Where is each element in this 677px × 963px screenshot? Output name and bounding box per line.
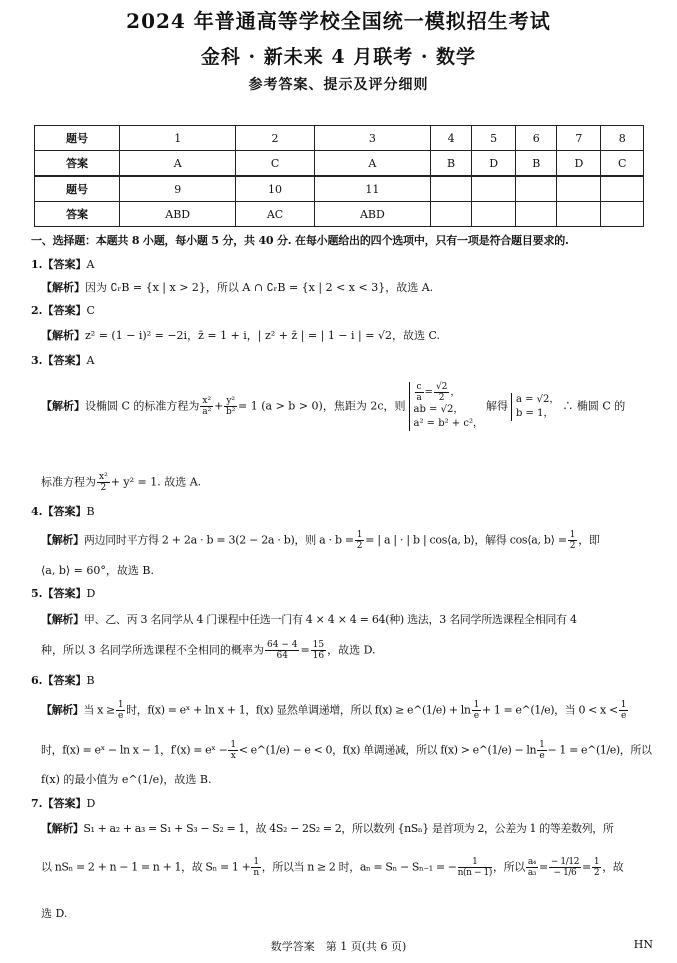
table-cell: C <box>601 151 644 177</box>
analysis-label: 【解析】 <box>41 703 84 717</box>
fraction: $\frac{- 1/12}{- 1/6}$ <box>550 857 580 878</box>
analysis-label: 【解析】 <box>41 613 84 626</box>
fraction: $\frac{1}{n(n - 1)}$ <box>457 857 492 878</box>
table-cell <box>516 176 557 202</box>
fraction: $\frac{1}{e}$ <box>473 700 479 721</box>
analysis-label: 【解析】 <box>41 329 85 342</box>
analysis-line: 【解析】当 x ≥ $\frac{1}{e}$ 时，f(x) = eˣ + ln x + 1，f(x) 显然单调递增，所以 f(x) ≥ e^(1/e) + ln $\frac{1}{e}$ + 1 = e^(1/e)，当 0 < x < $\frac{1}{e}$ <box>41 700 627 721</box>
analysis-line <box>41 280 653 296</box>
exam-subtitle: 金科 · 新未来 4 月联考 · 数学 <box>200 46 477 68</box>
answer-value: D <box>86 587 96 600</box>
row-label: 题号 <box>35 126 120 151</box>
question-number: 5. <box>31 587 43 600</box>
section-heading: 一、选择题：本题共 8 小题，每小题 5 分，共 40 分. 在每小题给出的四个选项中，只有一项是符合题目要求的. <box>31 234 569 247</box>
answer-label: 【答案】 <box>42 258 87 271</box>
table-cell: B <box>431 151 472 177</box>
analysis-line: 种，所以 3 名同学所选课程不全相同的概率为 $\frac{64 - 4}{64}$ = $\frac{15}{16}$ ，故选 D. <box>41 640 376 661</box>
question-number: 1. <box>31 258 43 271</box>
table-cell: 8 <box>601 126 644 151</box>
analysis-text: 种，所以 3 名同学所选课程不全相同的概率为 <box>41 643 264 657</box>
question-answer <box>31 673 653 689</box>
analysis-text: = 1 (a > b > 0)，焦距为 2c，则 <box>238 399 406 413</box>
region-code: HN <box>633 938 653 951</box>
answer-value: A <box>86 258 95 271</box>
equation-system: a = √2， b = 1， <box>511 393 559 421</box>
table-cell <box>516 202 557 227</box>
analysis-label: 【解析】 <box>41 822 84 835</box>
analysis-text: 两边同时平方得 2 + 2a · b = 3(2 − 2a · b)，则 a · b = <box>83 533 354 547</box>
question-answer <box>31 257 653 273</box>
row-label: 答案 <box>35 202 120 227</box>
answer-label: 【答案】 <box>42 354 87 367</box>
question-number: 4. <box>31 505 43 518</box>
answer-value: C <box>86 304 95 317</box>
table-cell: AC <box>236 202 314 227</box>
answer-value: D <box>86 797 96 810</box>
table-cell <box>431 176 472 202</box>
question-number: 6. <box>31 674 43 687</box>
table-cell <box>601 176 644 202</box>
fraction: $\frac{\text{x²}}{2}$ <box>99 472 108 493</box>
analysis-text: 因为 ∁ᵣB = {x | x > 2}，所以 A ∩ ∁ᵣB = {x | 2 < x < 3}，故选 A. <box>85 281 434 294</box>
table-cell: 5 <box>472 126 516 151</box>
table-cell: ABD <box>120 202 236 227</box>
analysis-text: f(x) 的最小值为 e^(1/e)，故选 B. <box>41 773 212 786</box>
analysis-line <box>41 472 663 493</box>
analysis-text: 甲、乙、丙 3 名同学从 4 门课程中任选一门有 4 × 4 × 4 = 64(种) 选法，3 名同学所选课程全相同有 4 <box>83 613 577 626</box>
analysis-line <box>41 612 653 628</box>
fraction: $\frac{64 - 4}{64}$ <box>267 640 298 661</box>
analysis-line: 【解析】设椭圆 C 的标准方程为 $\frac{\text{x²}}{\text{a²}}$ + $\frac{\text{y²}}{\text{b²}}$ = 1 (a > b > 0)，焦距为 2c，则 $\frac{c}{a}$ = $\frac{√2}{2}$ ， ab = √2， a² = b² + c²， 解得 a = √2， b = 1， ∴ 椭圆 C 的 <box>41 382 626 429</box>
answer-label: 【答案】 <box>42 587 87 600</box>
answer-value: A <box>86 354 95 367</box>
answer-table <box>34 125 644 227</box>
table-cell <box>601 202 644 227</box>
table-cell: 1 <box>120 126 236 151</box>
fraction: $\frac{\text{a₄}}{\text{a₃}}$ <box>527 857 536 878</box>
answer-value: B <box>86 674 95 687</box>
table-cell: 11 <box>314 176 430 202</box>
table-cell: D <box>472 151 516 177</box>
answer-label: 【答案】 <box>42 304 87 317</box>
table-cell: 9 <box>120 176 236 202</box>
fraction: $\frac{1}{e}$ <box>539 740 545 761</box>
question-answer <box>31 353 653 369</box>
table-cell: 3 <box>314 126 430 151</box>
analysis-text: ，即 <box>578 533 600 547</box>
analysis-text: 解得 <box>485 399 508 413</box>
question-answer <box>31 796 653 812</box>
analysis-line <box>41 563 663 579</box>
fraction: $\frac{\text{y²}}{\text{b²}}$ <box>225 396 236 417</box>
fraction: $\frac{1}{n}$ <box>253 857 259 878</box>
analysis-text: ∴ 椭圆 C 的 <box>562 399 626 413</box>
fraction: $\frac{c}{a}$ <box>416 382 422 403</box>
equation-system: $\frac{c}{a}$ = $\frac{√2}{2}$ ， ab = √2， a² = b² + c²， <box>409 382 483 431</box>
answer-value: B <box>86 505 95 518</box>
analysis-line: 以 nSₙ = 2 + n − 1 = n + 1，故 Sₙ = 1 + $\frac{1}{n}$ ，所以当 n ≥ 2 时，aₙ = Sₙ − Sₙ₋₁ = − $\frac{1}{n(n - 1)}$ ，所以 $\frac{\text{a₄}}{\text{a₃}}$ = $\frac{- 1/12}{- 1/6}$ = $\frac{1}{2}$ ，故 <box>41 857 624 878</box>
analysis-label: 【解析】 <box>41 533 84 547</box>
analysis-label: 【解析】 <box>41 281 85 294</box>
analysis-line <box>41 530 653 551</box>
table-cell <box>472 176 516 202</box>
table-cell: D <box>557 151 601 177</box>
answer-label: 【答案】 <box>42 797 87 810</box>
table-cell <box>472 202 516 227</box>
table-cell <box>557 176 601 202</box>
question-number: 3. <box>31 354 43 367</box>
table-cell <box>431 202 472 227</box>
exam-title: 2024 年普通高等学校全国统一模拟招生考试 <box>126 9 551 33</box>
table-row <box>35 151 644 177</box>
question-answer <box>31 504 653 520</box>
page-footer: 数学答案 第 1 页(共 6 页) <box>270 940 407 953</box>
fraction: $\frac{1}{e}$ <box>117 700 124 721</box>
analysis-line <box>41 772 663 788</box>
table-row <box>35 176 644 202</box>
table-cell: 10 <box>236 176 314 202</box>
analysis-line <box>41 328 653 344</box>
table-cell: 7 <box>557 126 601 151</box>
fraction: $\frac{1}{2}$ <box>569 530 576 551</box>
table-cell: A <box>120 151 236 177</box>
question-answer <box>31 303 653 319</box>
table-cell: 6 <box>516 126 557 151</box>
answer-label: 【答案】 <box>42 505 87 518</box>
fraction: $\frac{15}{16}$ <box>312 640 325 661</box>
row-label: 题号 <box>35 176 120 202</box>
row-label: 答案 <box>35 151 120 177</box>
table-cell: 2 <box>236 126 314 151</box>
analysis-line: 时，f(x) = eˣ − ln x − 1，f′(x) = eˣ − $\frac{1}{x}$ < e^(1/e) − e < 0，f(x) 单调递减，所以 f(x) > e^(1/e) − ln $\frac{1}{e}$ − 1 = e^(1/e)，所以 <box>41 740 652 761</box>
table-cell: A <box>314 151 430 177</box>
fraction: $\frac{1}{e}$ <box>620 700 627 721</box>
table-cell: ABD <box>314 202 430 227</box>
analysis-line <box>41 821 653 837</box>
fraction: $\frac{1}{2}$ <box>593 857 600 878</box>
analysis-text: ⟨a, b⟩ = 60°，故选 B. <box>41 564 154 577</box>
question-number: 2. <box>31 304 43 317</box>
analysis-text: 设椭圆 C 的标准方程为 <box>85 399 200 413</box>
analysis-text: S₁ + a₂ + a₃ = S₁ + S₃ − S₂ = 1，故 4S₂ − 2S₂ = 2，所以数列 {nSₙ} 是首项为 2，公差为 1 的等差数列，所 <box>83 822 614 835</box>
table-cell: 4 <box>431 126 472 151</box>
table-row <box>35 202 644 227</box>
answer-label: 【答案】 <box>42 674 87 687</box>
analysis-text: ，故选 D. <box>327 643 376 657</box>
analysis-label: 【解析】 <box>41 399 85 413</box>
table-row <box>35 126 644 151</box>
analysis-line <box>41 906 663 922</box>
table-cell: C <box>236 151 314 177</box>
fraction: $\frac{\text{x²}}{\text{a²}}$ <box>202 396 212 417</box>
analysis-text: z² = (1 − i)² = −2i，z̄ = 1 + i，| z² + z̄ | = | 1 − i | = √2，故选 C. <box>85 329 441 342</box>
answer-key-heading: 参考答案、提示及评分细则 <box>248 77 429 93</box>
fraction: $\frac{√2}{2}$ <box>435 382 448 403</box>
analysis-text: + y² = 1. 故选 A. <box>110 475 202 489</box>
analysis-text: 选 D. <box>41 907 68 920</box>
question-number: 7. <box>31 797 43 810</box>
analysis-text: = | a | · | b | cos⟨a, b⟩，解得 cos⟨a, b⟩ = <box>365 533 567 547</box>
question-answer <box>31 586 653 602</box>
table-cell: B <box>516 151 557 177</box>
analysis-text: 标准方程为 <box>41 475 96 489</box>
fraction: $\frac{1}{2}$ <box>356 530 363 551</box>
fraction: $\frac{1}{x}$ <box>230 740 236 761</box>
table-cell <box>557 202 601 227</box>
